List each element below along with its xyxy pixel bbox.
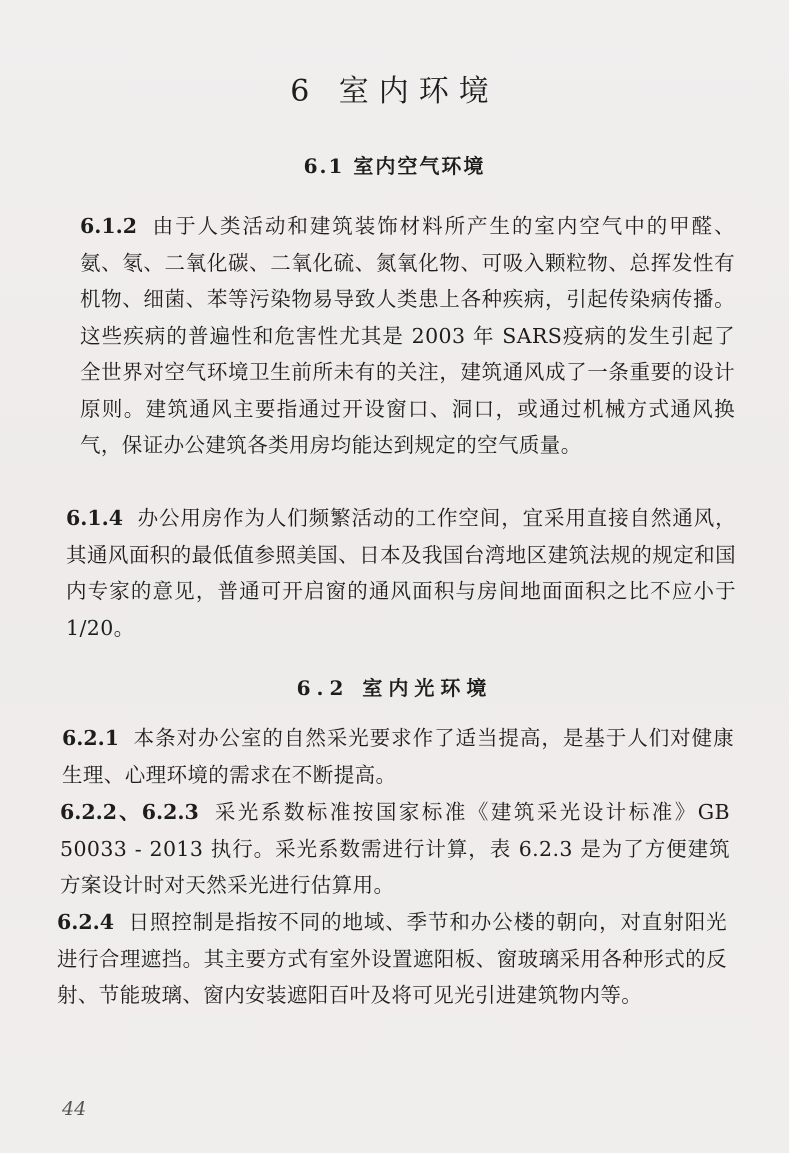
paragraph-6-2-1 xyxy=(62,720,734,793)
page-number: 44 xyxy=(62,1098,87,1120)
clause-text: 办公用房作为人们频繁活动的工作空间，宜采用直接自然通风，其通风面积的最低值参照美国、日本及我国台湾地区建筑法规的规定和国内专家的意见，普通可开启窗的通风面积与房间地面面积之比不应小于 1/20。 xyxy=(66,506,736,640)
paragraph-6-2-4 xyxy=(57,904,727,1014)
clause-number: 6.2.2、6.2.3 xyxy=(60,800,199,824)
clause-text: 日照控制是指按不同的地域、季节和办公楼的朝向，对直射阳光进行合理遮挡。其主要方式有室外设置遮阳板、窗玻璃采用各种形式的反射、节能玻璃、窗内安装遮阳百叶及将可见光引进建筑物内等。 xyxy=(57,910,727,1007)
clause-number: 6.1.2 xyxy=(80,214,138,238)
clause-number: 6.2.1 xyxy=(62,726,120,750)
section-title-6-1: 6.1 室内空气环境 xyxy=(303,154,486,178)
chapter-title: 6 室内环境 xyxy=(290,74,499,109)
section-title-6-2: 6.2 室内光环境 xyxy=(296,676,493,700)
paragraph-6-1-4 xyxy=(66,500,736,646)
clause-text: 采光系数标准按国家标准《建筑采光设计标准》GB 50033 - 2013 执行。采光系数需进行计算，表 6.2.3 是为了方便建筑方案设计时对天然采光进行估算用。 xyxy=(60,800,731,897)
clause-number: 6.1.4 xyxy=(66,506,124,530)
clause-number: 6.2.4 xyxy=(57,910,115,934)
paragraph-6-1-2 xyxy=(80,208,735,464)
clause-text: 由于人类活动和建筑装饰材料所产生的室内空气中的甲醛、氨、氡、二氧化碳、二氧化硫、氮氧化物、可吸入颗粒物、总挥发性有机物、细菌、苯等污染物易导致人类患上各种疾病，引起传染病传播。这些疾病的普遍性和危害性尤其是 2003 年 SARS疫病的发生引起了全世界对空气环境卫生前所未有的关注，建筑通风成了一条重要的设计原则。建筑通风主要指通过开设窗口、洞口，或通过机械方式通风换气，保证办公建筑各类用房均能达到规定的空气质量。 xyxy=(80,214,735,457)
paragraph-6-2-2-6-2-3 xyxy=(60,794,730,904)
clause-text: 本条对办公室的自然采光要求作了适当提高，是基于人们对健康生理、心理环境的需求在不断提高。 xyxy=(62,726,734,787)
